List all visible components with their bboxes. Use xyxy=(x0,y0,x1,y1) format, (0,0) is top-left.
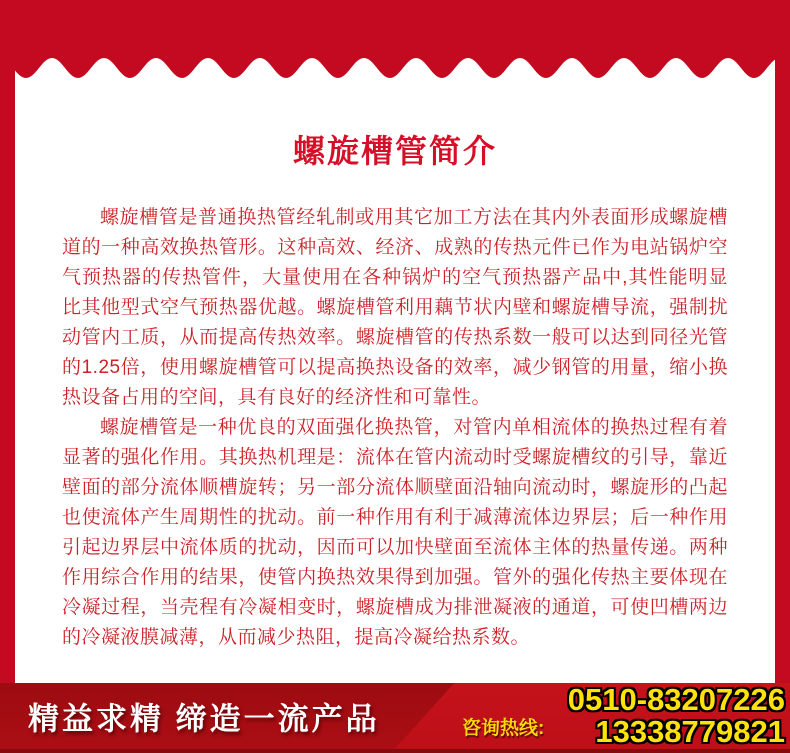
footer-slogan: 精益求精 缔造一流产品 xyxy=(28,701,380,737)
right-page-border xyxy=(775,0,790,753)
page-title: 螺旋槽管简介 xyxy=(292,133,497,169)
footer-banner xyxy=(0,683,790,753)
left-page-border xyxy=(0,0,15,753)
phone-number-1: 0510-83207226 xyxy=(567,683,785,717)
hotline-label: 咨询热线: xyxy=(462,718,545,739)
article-section xyxy=(0,80,790,653)
phone-number-2: 13338779821 xyxy=(595,714,785,749)
intro-paragraph-2: 螺旋槽管是一种优良的双面强化换热管，对管内单相流体的换热过程有着显著的强化作用。其换热机理是：流体在管内流动时受螺旋槽纹的引导，靠近壁面的部分流体顺槽旋转；另一部分流体顺壁面沿轴向流动时，螺旋形的凸起也使流体产生周期性的扰动。前一种作用有利于减薄流体边界层；后一种作用引起边界层中流体质的扰动，因而可以加快壁面至流体主体的热量传递。两种作用综合作用的结果，使管内换热效果得到加强。管外的强化传热主要体现在冷凝过程，当壳程有冷凝相变时，螺旋槽成为排泄凝液的通道，可使凹槽两边的冷凝液膜减薄，从而减少热阻，提高冷凝给热系数。 xyxy=(62,417,728,648)
top-banner xyxy=(0,0,790,80)
banner-wave-decoration xyxy=(0,0,790,80)
hotline-phone-numbers xyxy=(568,684,785,748)
intro-paragraph-1: 螺旋槽管是普通换热管经轧制或用其它加工方法在其内外表面形成螺旋槽道的一种高效换热管形。这种高效、经济、成熟的传热元件已作为电站锅炉空气预热器的传热管件，大量使用在各种锅炉的空气预热器产品中,其性能明显比其他型式空气预热器优越。螺旋槽管利用藕节状内壁和螺旋槽导流，强制扰动管内工质，从而提高传热效率。螺旋槽管的传热系数一般可以达到同径光管的1.25倍，使用螺旋槽管可以提高换热设备的效率，减少钢管的用量，缩小换热设备占用的空间，具有良好的经济性和可靠性。 xyxy=(62,207,728,408)
